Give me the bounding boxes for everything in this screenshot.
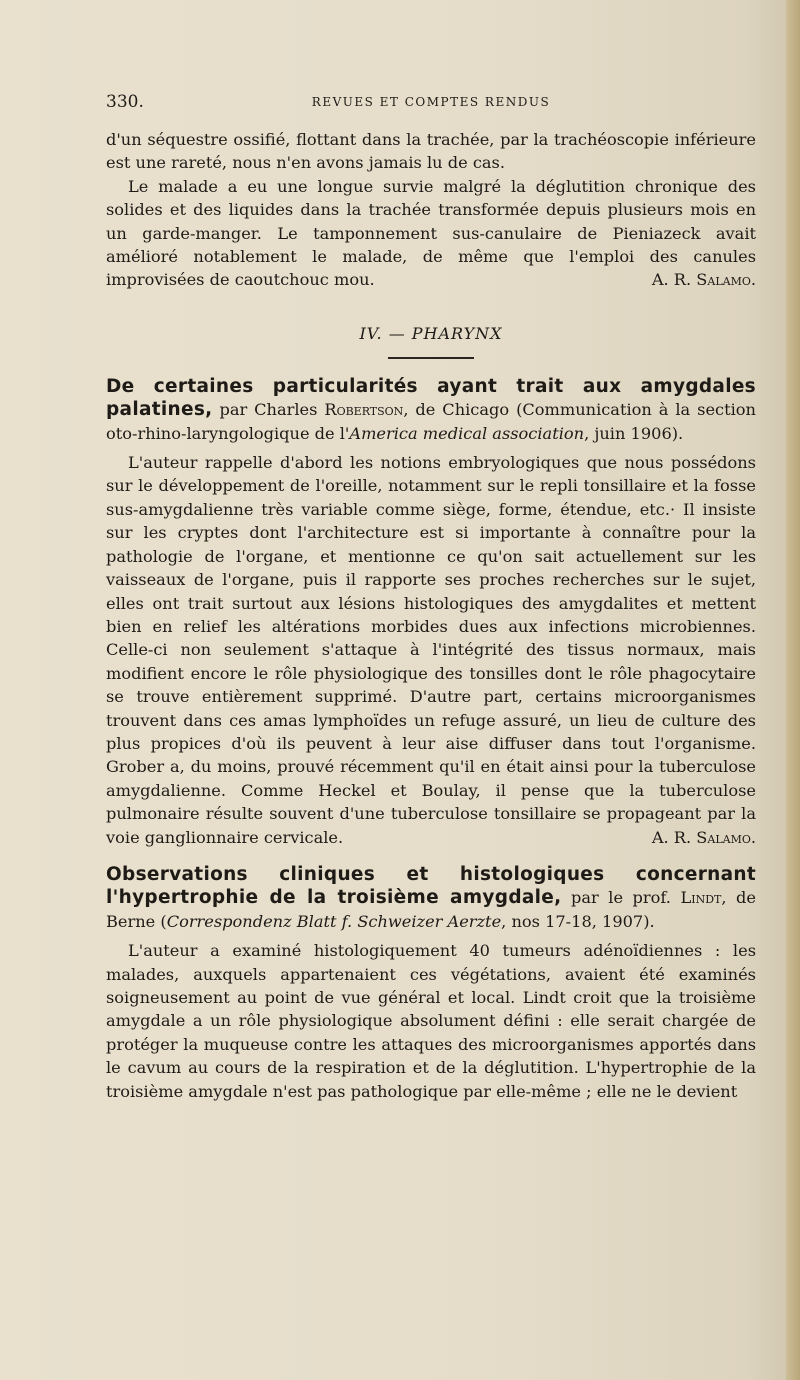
article-body-text: L'auteur rappelle d'abord les notions embryologiques que nous possédons sur le développement de l'oreille, notamment sur le repli tonsillaire et la fosse sus-amygdalienne très variable comme siège, forme, étendue, etc.· Il insiste sur les cryptes dont l'architecture est si importante à connaître pour la pathologie de l'organe, et mentionne ce qu'on sait actuellement sur les vaisseaux de l'organe, puis il rapporte ses proches recherches sur le sujet, elles ont trait surtout aux lésions histologiques des amygdalites et mettent bien en relief les altérations morbides dues aux infections microbiennes. Celle-ci non seulement s'attaque à l'intégrité des tissus normaux, mais modifient encore le rôle physiologique des tonsilles dont le rôle phagocytaire se trouve entièrement supprimé. D'autre part, certains microorganismes trouvent dans ces amas lymphoïdes un refuge assuré, un lieu de culture des plus propices d'où ils peuvent à leur aise diffuser dans tout l'organisme. Grober a, du moins, prouvé récemment qu'il en était ainsi pour la tuberculose amygdalienne. Comme Heckel et Boulay, il pense que la tuberculose pulmonaire résulte souvent d'une tuberculose tonsillaire se propageant par la voie ganglionnaire cervicale. bbox=[106, 453, 756, 847]
article-author: Robertson bbox=[324, 400, 404, 420]
article-origin: , de Berne ( bbox=[106, 888, 757, 931]
article-origin: , de Chicago (Communication à la section oto-rhino-laryngologique de l' bbox=[106, 400, 756, 443]
article-by: par le prof. bbox=[571, 888, 671, 908]
signature: A. R. Salamo. bbox=[651, 827, 756, 847]
article-author: Lindt bbox=[680, 888, 722, 908]
article-title: De certaines particularités ayant trait aux amygdales palatines, bbox=[106, 375, 756, 421]
article-heading-amygdales bbox=[106, 375, 756, 445]
section-title: IV. — PHARYNX bbox=[359, 323, 503, 343]
page-edge bbox=[786, 0, 800, 1380]
article-date: , juin 1906). bbox=[584, 423, 684, 443]
running-header bbox=[106, 92, 756, 120]
signature: A. R. Salamo. bbox=[651, 270, 756, 290]
paragraph-continuation: d'un séquestre ossifié, flottant dans la trachée, par la trachéoscopie inférieure est une rareté, nous n'en avons jamais lu de cas. bbox=[106, 130, 756, 173]
paragraph-malade bbox=[106, 175, 756, 292]
article-body: L'auteur a examiné histologiquement 40 tumeurs adénoïdiennes : les malades, auxquels appartenaient ces végétations, avaient été examinés soigneusement au point de vue général et local. Lindt croit que la troisième amygdale a un rôle physiologique absolument défini : elle serait chargée de protéger la muqueuse contre les attaques des microorganismes apportés dans le cavum au cours de la respiration et de la déglutition. L'hypertrophie de la troisième amygdale n'est pas pathologique par elle-même ; elle ne le devient bbox=[106, 941, 756, 1101]
page-number: 330. bbox=[106, 92, 144, 112]
running-title: REVUES ET COMPTES RENDUS bbox=[311, 95, 551, 109]
section-rule bbox=[388, 357, 474, 359]
spacer bbox=[106, 849, 756, 863]
page-content bbox=[106, 92, 756, 1103]
article-date: , nos 17-18, 1907). bbox=[501, 911, 655, 931]
article-journal: Correspondenz Blatt f. Schweizer Aerzte bbox=[166, 911, 502, 931]
article-by: par Charles bbox=[219, 400, 318, 420]
article-heading-troisieme-amygdale bbox=[106, 863, 756, 933]
article-title: Observations cliniques et histologiques concernant l'hypertrophie de la troisième amygdale, bbox=[106, 863, 756, 909]
article-journal: America medical association bbox=[349, 423, 585, 443]
paragraph-text: Le malade a eu une longue survie malgré la déglutition chronique des solides et des liquides dans la trachée transformée depuis plusieurs mois en un garde-manger. Le tamponnement sus-canulaire de Pieniazeck avait amélioré notablement le malade, de même que l'emploi des canules improvisées de caoutchouc mou. bbox=[106, 176, 756, 290]
article-body bbox=[106, 451, 756, 849]
